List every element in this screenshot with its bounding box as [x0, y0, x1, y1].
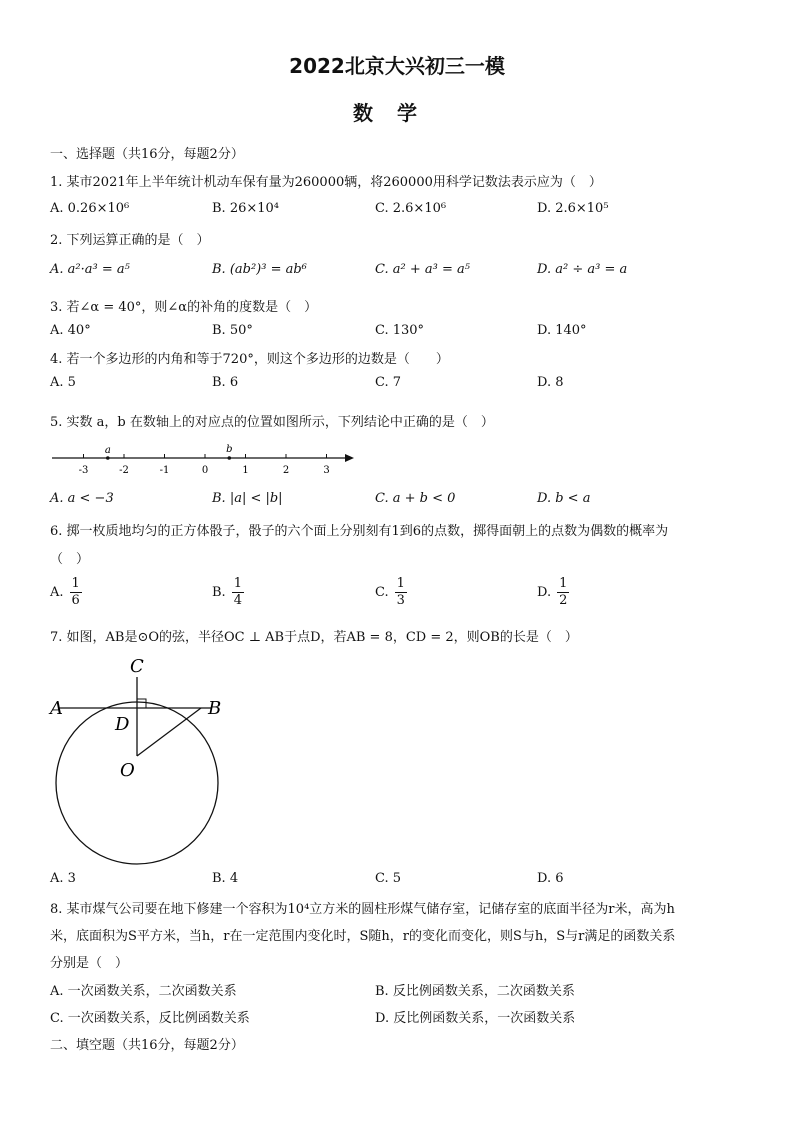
question-8-line-3: 分别是（ ）: [50, 956, 129, 971]
q3-option-d: D. 140°: [537, 323, 587, 338]
question-5-text: 5. 实数 a，b 在数轴上的对应点的位置如图所示，下列结论中正确的是（ ）: [50, 415, 494, 430]
number-line-figure: [48, 436, 360, 476]
q6-option-d: [537, 576, 569, 609]
label-d: D: [115, 714, 130, 735]
number-line-tick-label: 0: [201, 465, 209, 476]
q6-option-c-label: C.: [375, 585, 389, 600]
q6-option-b: [212, 576, 244, 609]
page-title: 2022北京大兴初三一模: [289, 54, 505, 78]
q7-option-a: A. 3: [50, 871, 76, 886]
circle-geometry-figure: [46, 650, 236, 865]
q5-option-d: D. b < a: [537, 491, 591, 506]
q7-option-d: D. 6: [537, 871, 564, 886]
q6-a-denominator: 6: [71, 593, 80, 608]
question-8-line-1: 8. 某市煤气公司要在地下修建一个容积为10⁴立方米的圆柱形煤气储存室，记储存室的底面半径为r米，高为h: [50, 902, 675, 917]
section-heading-fill-in: 二、填空题（共16分，每题2分）: [50, 1038, 244, 1053]
number-line-tick-label: -1: [159, 465, 170, 476]
q6-option-c: [375, 576, 407, 609]
q2-option-d: D. a² ÷ a³ = a: [537, 262, 628, 277]
subject-title: 数学: [353, 101, 441, 125]
point-a-label: a: [104, 445, 111, 456]
q1-option-a: A. 0.26×10⁶: [50, 201, 130, 216]
q6-d-numerator: 1: [559, 576, 568, 591]
section-heading-choice: 一、选择题（共16分，每题2分）: [50, 147, 244, 162]
q1-option-b: B. 26×10⁴: [212, 201, 280, 216]
q6-option-d-fraction: [557, 576, 569, 609]
q6-a-numerator: 1: [71, 576, 80, 591]
question-8-line-2: 米，底面积为S平方米，当h，r在一定范围内变化时，S随h，r的变化而变化，则S与h，S与r满足的函数关系: [50, 929, 676, 944]
q6-c-denominator: 3: [396, 593, 405, 608]
segment-ob: [137, 708, 201, 756]
question-7-text: 7. 如图，AB是⊙O的弦，半径OC ⊥ AB于点D，若AB = 8，CD = 2，则OB的长是（ ）: [50, 630, 578, 645]
q6-option-a-label: A.: [50, 585, 64, 600]
q2-option-b: B. (ab²)³ = ab⁶: [212, 262, 307, 277]
q6-b-numerator: 1: [233, 576, 242, 591]
q5-option-a: A. a < −3: [50, 491, 114, 506]
q3-option-b: B. 50°: [212, 323, 253, 338]
label-a: A: [50, 698, 63, 719]
q8-option-b: B. 反比例函数关系，二次函数关系: [375, 984, 575, 999]
number-line-tick-label: 2: [282, 465, 290, 476]
q6-d-denominator: 2: [559, 593, 568, 608]
label-o: O: [120, 760, 135, 781]
label-b: B: [208, 698, 222, 719]
q8-option-d: D. 反比例函数关系，一次函数关系: [375, 1011, 576, 1026]
label-c: C: [130, 656, 144, 677]
q6-option-b-fraction: [232, 576, 244, 609]
q6-option-b-label: B.: [212, 585, 226, 600]
q3-option-a: A. 40°: [50, 323, 91, 338]
q5-option-b: B. |a| < |b|: [212, 491, 283, 506]
number-line-arrow: [345, 454, 354, 462]
q2-option-a: A. a²·a³ = a⁵: [50, 262, 130, 277]
q4-option-d: D. 8: [537, 375, 564, 390]
q1-option-c: C. 2.6×10⁶: [375, 201, 447, 216]
q4-option-c: C. 7: [375, 375, 402, 390]
question-6-paren: （ ）: [50, 552, 90, 567]
q3-option-c: C. 130°: [375, 323, 425, 338]
question-4-text: 4. 若一个多边形的内角和等于720°，则这个多边形的边数是（ ）: [50, 352, 449, 367]
question-3-text: 3. 若∠α = 40°，则∠α的补角的度数是（ ）: [50, 300, 318, 315]
number-line-tick-label: 3: [323, 465, 330, 476]
question-2-text: 2. 下列运算正确的是（ ）: [50, 233, 210, 248]
q5-option-c: C. a + b < 0: [375, 491, 456, 506]
right-angle-mark: [137, 699, 146, 708]
number-line-tick-label: 1: [242, 465, 249, 476]
q6-option-a: [50, 576, 82, 609]
point-a-marker: [106, 456, 110, 460]
q4-option-a: A. 5: [50, 375, 76, 390]
q7-option-c: C. 5: [375, 871, 402, 886]
q7-option-b: B. 4: [212, 871, 239, 886]
q2-option-c: C. a² + a³ = a⁵: [375, 262, 470, 277]
q8-option-c: C. 一次函数关系，反比例函数关系: [50, 1011, 250, 1026]
q6-c-numerator: 1: [396, 576, 405, 591]
number-line-tick-label: -3: [78, 465, 89, 476]
question-6-text: 6. 掷一枚质地均匀的正方体骰子，骰子的六个面上分别刻有1到6的点数，掷得面朝上的点数为偶数的概率为: [50, 524, 669, 539]
q6-option-a-fraction: [70, 576, 82, 609]
q6-option-d-label: D.: [537, 585, 552, 600]
point-b-marker: [228, 456, 232, 460]
q6-option-c-fraction: [395, 576, 407, 609]
q1-option-d: D. 2.6×10⁵: [537, 201, 609, 216]
number-line-tick-label: -2: [119, 465, 129, 476]
question-1-text: 1. 某市2021年上半年统计机动车保有量为260000辆，将260000用科学记数法表示应为（ ）: [50, 175, 602, 190]
q6-b-denominator: 4: [233, 593, 242, 608]
q8-option-a: A. 一次函数关系，二次函数关系: [50, 984, 237, 999]
point-b-label: b: [226, 444, 233, 455]
q4-option-b: B. 6: [212, 375, 239, 390]
